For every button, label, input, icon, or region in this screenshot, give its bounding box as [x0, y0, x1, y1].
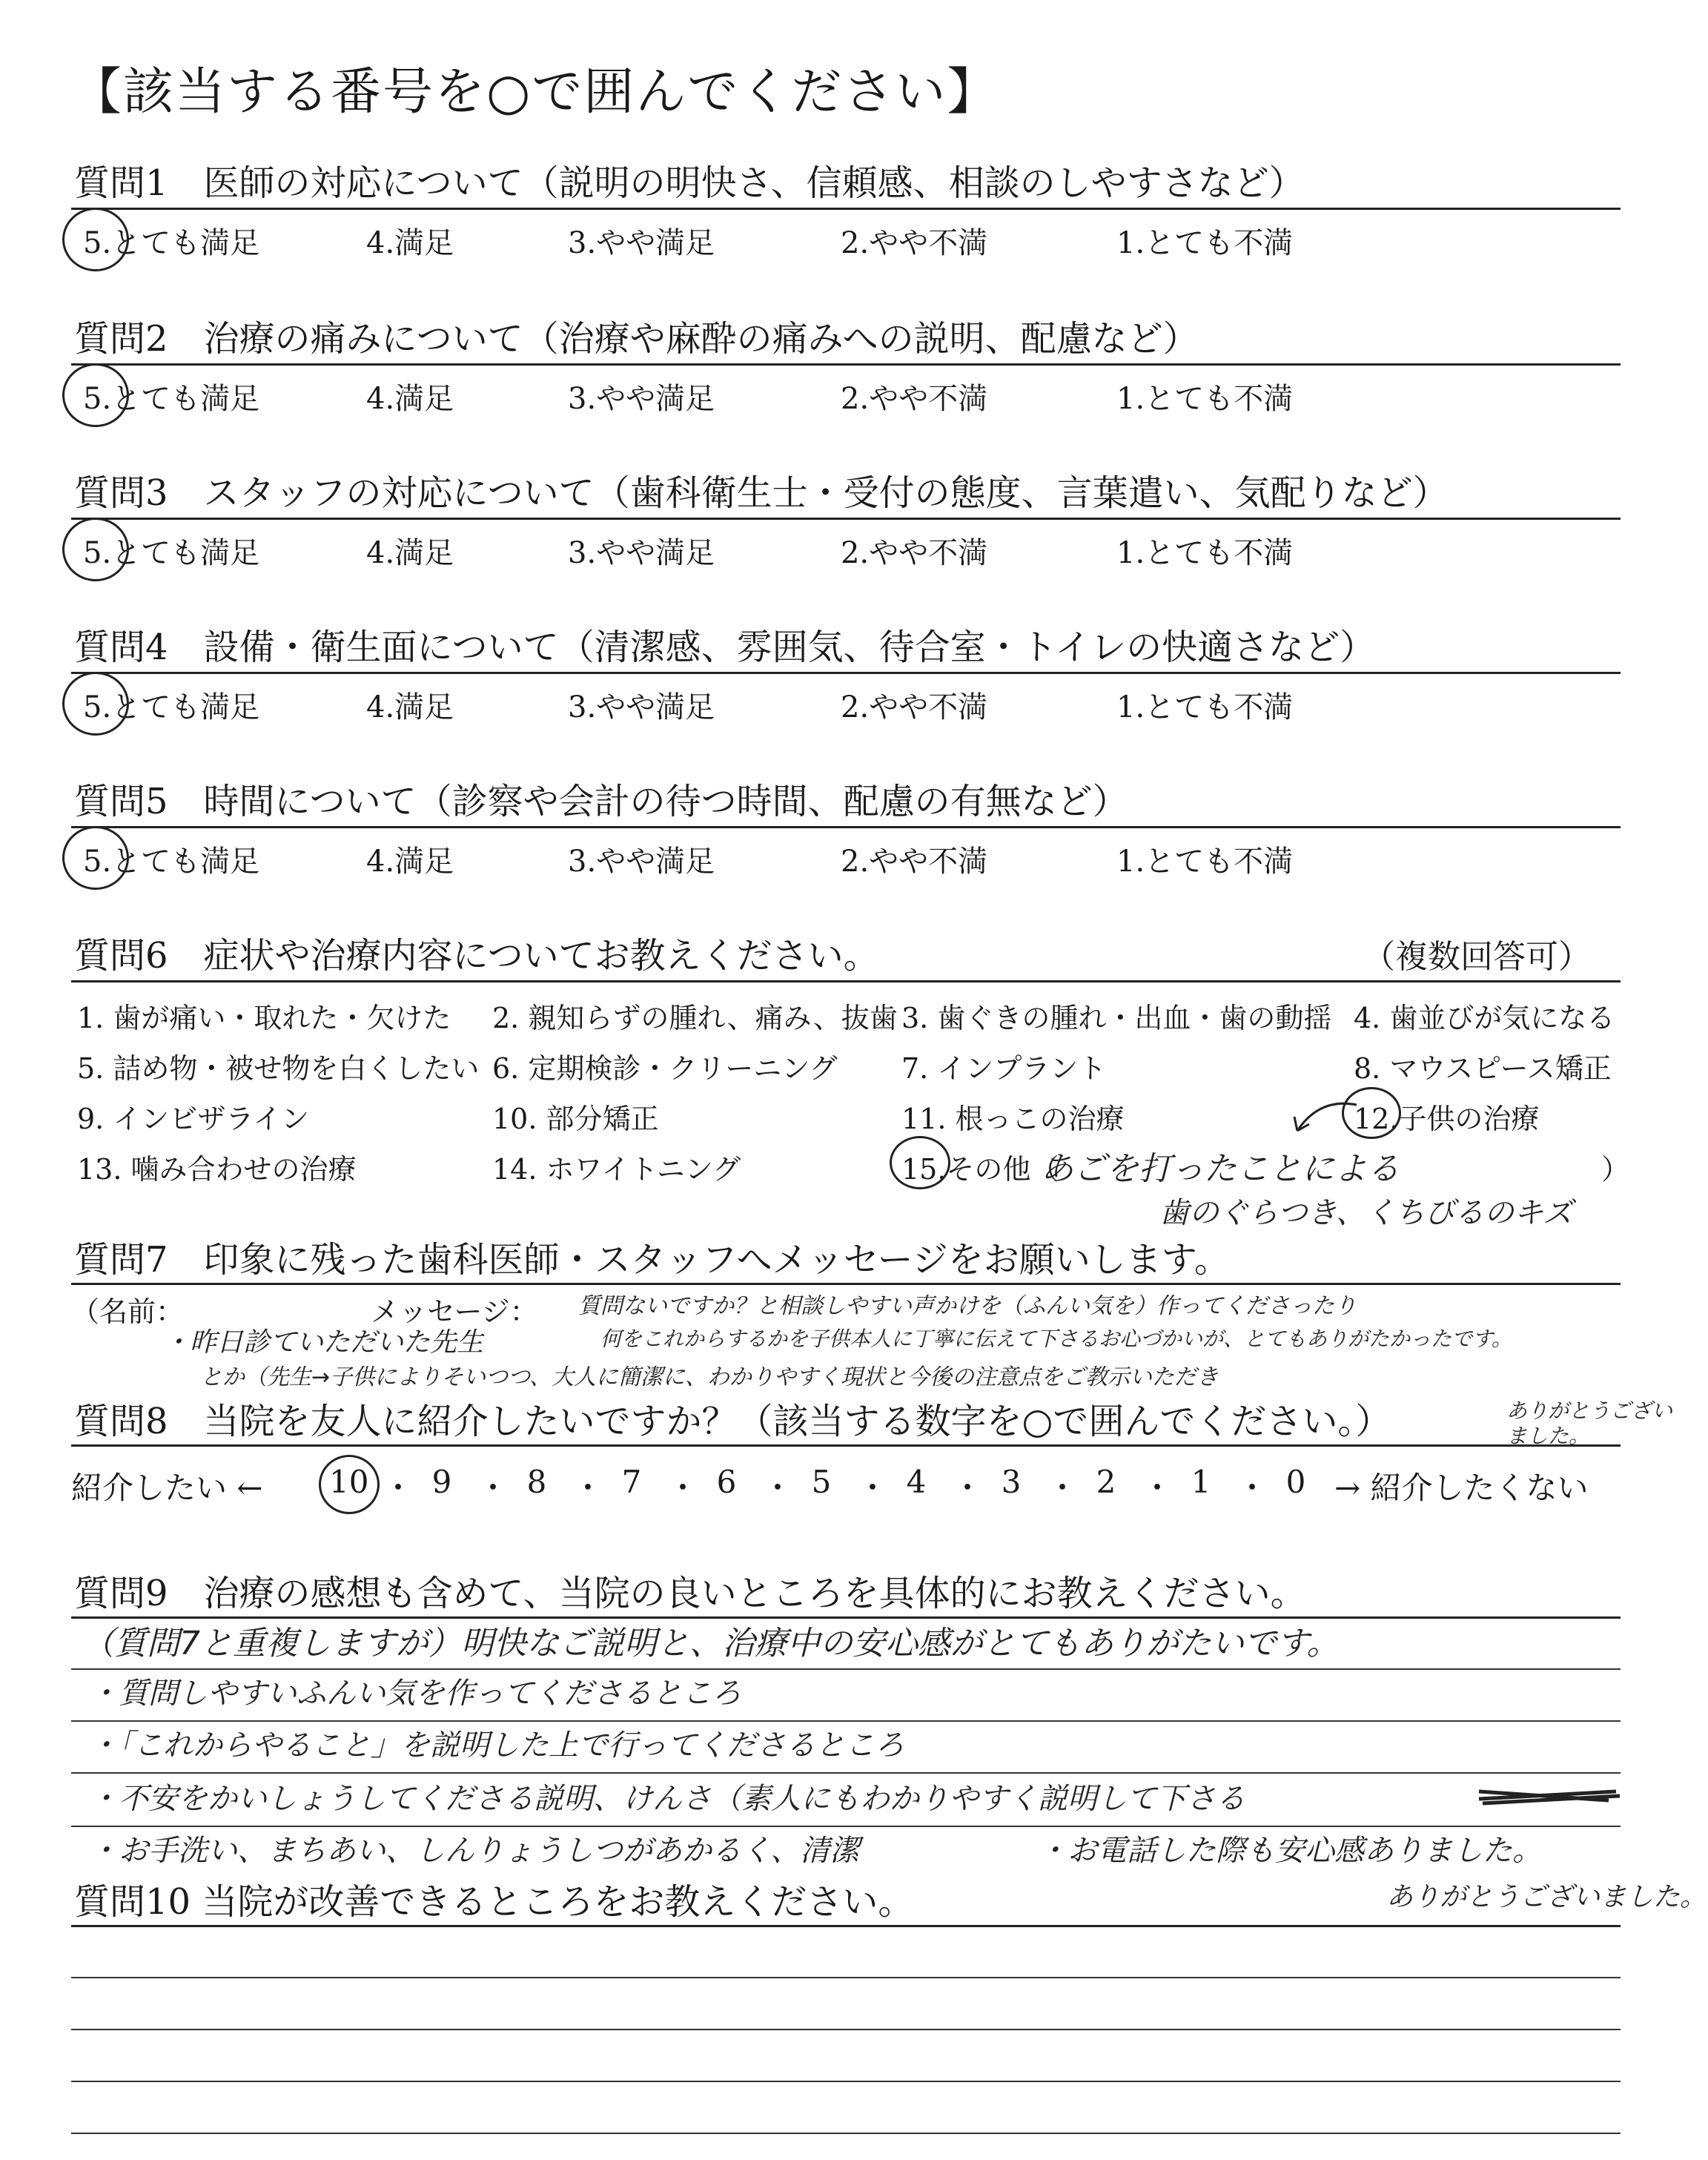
q8-scale-separator: ・	[1142, 1470, 1174, 1506]
q4-option-4[interactable]: 4.満足	[366, 690, 454, 724]
q1-option-3[interactable]: 3.やや満足	[568, 226, 715, 260]
q2-option-1[interactable]: 1.とても不満	[1116, 382, 1294, 416]
q2-option-2[interactable]: 2.やや不満	[841, 382, 988, 416]
q7-handwriting-name: ・昨日診ていただいた先生	[163, 1327, 484, 1358]
q6-other-handwriting-2: 歯のぐらつき、くちびるのキズ	[1159, 1196, 1573, 1230]
q3-option-5[interactable]: 5.とても満足	[83, 536, 260, 570]
q6-item-3[interactable]: 3. 歯ぐきの腫れ・出血・歯の動揺	[901, 1002, 1332, 1034]
q5-option-1[interactable]: 1.とても不満	[1116, 845, 1294, 879]
q4-option-2[interactable]: 2.やや不満	[841, 690, 988, 724]
q8-scale-6[interactable]: 6	[716, 1464, 737, 1500]
q6-item-1[interactable]: 1. 歯が痛い・取れた・欠けた	[77, 1002, 451, 1034]
q8-scale-separator: ・	[477, 1470, 509, 1506]
q8-scale-separator: ・	[667, 1470, 699, 1506]
q6-item-13[interactable]: 13. 噛み合わせの治療	[77, 1153, 357, 1186]
q9-handwriting-6: ・お電話した際も安心感ありました。	[1038, 1834, 1542, 1868]
q6-other-handwriting-1: あごを打ったことによる	[1041, 1150, 1400, 1188]
q6-item-10[interactable]: 10. 部分矯正	[492, 1103, 659, 1135]
q4-option-3[interactable]: 3.やや満足	[568, 690, 715, 724]
q8-scale-separator: ・	[857, 1470, 889, 1506]
q8-scale-10[interactable]: 10	[329, 1464, 369, 1500]
q6-heading: 質問6 症状や治療内容についてお教えください。	[74, 935, 879, 977]
q8-scale-7[interactable]: 7	[621, 1464, 642, 1500]
q7-handwriting-line3: とか（先生→子供によりそいつつ、大人に簡潔に、わかりやすく現状と今後の注意点をご教示いただき	[200, 1364, 1219, 1390]
q8-scale-0[interactable]: 0	[1285, 1464, 1306, 1500]
q1-selected-circle	[62, 208, 129, 271]
q10-line-1	[71, 1977, 1621, 1978]
q1-rule	[71, 208, 1621, 210]
q6-item-2[interactable]: 2. 親知らずの腫れ、痛み、抜歯	[492, 1002, 898, 1034]
q7-handwriting-line2: 何をこれからするかを子供本人に丁寧に伝えて下さるお心づかいが、とてもありがたかったです。	[600, 1327, 1512, 1351]
q9-handwriting-4: ・不安をかいしょうしてくださる説明、けんさ（素人にもわかりやすく説明して下さる	[89, 1782, 1245, 1816]
q8-scale-8[interactable]: 8	[526, 1464, 547, 1500]
q8-scale-separator: ・	[762, 1470, 794, 1506]
q9-handwriting-5: ・お手洗い、まちあい、しんりょうしつがあかるく、清潔	[89, 1834, 860, 1868]
q3-option-4[interactable]: 4.満足	[366, 536, 454, 570]
q9-heading: 質問9 治療の感想も含めて、当院の良いところを具体的にお教えください。	[74, 1573, 1306, 1614]
q6-note: （複数回答可）	[1363, 938, 1591, 976]
q4-selected-circle	[62, 672, 129, 736]
q10-rule	[71, 1925, 1621, 1927]
q3-option-2[interactable]: 2.やや不満	[841, 536, 988, 570]
q8-rule	[71, 1444, 1621, 1447]
q8-scale-separator: ・	[383, 1470, 414, 1506]
q7-handwriting-line4: ありがとうございました。	[1506, 1398, 1673, 1448]
q8-left-label: 紹介したい ←	[71, 1470, 263, 1506]
q10-line-4	[71, 2133, 1621, 2134]
q9-handwriting-3: ・「これからやること」を説明した上で行ってくださるところ	[89, 1728, 904, 1763]
q4-heading: 質問4 設備・衛生面について（清潔感、雰囲気、待合室・トイレの快適さなど）	[74, 627, 1376, 668]
q6-item-12[interactable]: 12.子供の治療	[1354, 1103, 1540, 1135]
q1-option-4[interactable]: 4.満足	[366, 226, 454, 260]
q1-option-5[interactable]: 5.とても満足	[83, 226, 260, 260]
q5-option-3[interactable]: 3.やや満足	[568, 845, 715, 879]
q6-item-15[interactable]: 15.その他（	[901, 1153, 1059, 1186]
q8-selected-circle	[319, 1455, 380, 1514]
q4-rule	[71, 672, 1621, 674]
q8-scale-2[interactable]: 2	[1096, 1464, 1116, 1500]
q2-option-3[interactable]: 3.やや満足	[568, 382, 715, 416]
q8-scale-5[interactable]: 5	[811, 1464, 832, 1500]
q6-item-8[interactable]: 8. マウスピース矯正	[1354, 1052, 1612, 1085]
q6-rule	[71, 980, 1621, 982]
q10-line-2	[71, 2029, 1621, 2030]
q4-option-1[interactable]: 1.とても不満	[1116, 690, 1294, 724]
arrow-icon	[1275, 1090, 1364, 1149]
q1-option-2[interactable]: 2.やや不満	[841, 226, 988, 260]
q8-heading: 質問8 当院を友人に紹介したいですか？（該当する数字を○で囲んでください。）	[74, 1401, 1391, 1442]
q3-selected-circle	[62, 518, 129, 581]
q6-item-14[interactable]: 14. ホワイトニング	[492, 1153, 741, 1186]
q5-option-2[interactable]: 2.やや不満	[841, 845, 988, 879]
q8-scale-3[interactable]: 3	[1001, 1464, 1022, 1500]
q3-rule	[71, 518, 1621, 520]
q2-option-4[interactable]: 4.満足	[366, 382, 454, 416]
q7-rule	[71, 1283, 1621, 1285]
q2-selected-circle	[62, 363, 129, 427]
scribble-mark	[1475, 1777, 1623, 1814]
q8-scale-9[interactable]: 9	[431, 1464, 452, 1500]
q7-message-label: メッセージ：	[371, 1295, 538, 1328]
q10-line-3	[71, 2081, 1621, 2082]
q6-item-7[interactable]: 7. インプラント	[901, 1052, 1107, 1085]
q5-heading: 質問5 時間について（診察や会計の待つ時間、配慮の有無など）	[74, 781, 1128, 822]
q6-other-close-paren: ）	[1601, 1153, 1630, 1186]
q5-selected-circle	[62, 826, 129, 890]
q9-line-3	[71, 1772, 1621, 1774]
q6-item-6[interactable]: 6. 定期検診・クリーニング	[492, 1052, 838, 1085]
q8-scale-separator: ・	[1047, 1470, 1079, 1506]
q8-scale-separator: ・	[572, 1470, 604, 1506]
q1-heading: 質問1 医師の対応について（説明の明快さ、信頼感、相談のしやすさなど）	[74, 162, 1305, 204]
q6-item-11[interactable]: 11. 根っこの治療	[901, 1103, 1125, 1135]
q3-option-1[interactable]: 1.とても不満	[1116, 536, 1294, 570]
q3-option-3[interactable]: 3.やや満足	[568, 536, 715, 570]
q2-option-5[interactable]: 5.とても満足	[83, 382, 260, 416]
q2-rule	[71, 363, 1621, 366]
q6-item-4[interactable]: 4. 歯並びが気になる	[1354, 1002, 1615, 1034]
q9-handwriting-7: ありがとうございました。	[1386, 1882, 1707, 1912]
q6-selected-circle-15	[890, 1136, 950, 1189]
q3-heading: 質問3 スタッフの対応について（歯科衛生士・受付の態度、言葉遣い、気配りなど）	[74, 472, 1449, 514]
q1-option-1[interactable]: 1.とても不満	[1116, 226, 1294, 260]
q2-heading: 質問2 治療の痛みについて（治療や麻酔の痛みへの説明、配慮など）	[74, 318, 1199, 360]
q6-item-9[interactable]: 9. インビザライン	[77, 1103, 310, 1135]
q5-option-5[interactable]: 5.とても満足	[83, 845, 260, 879]
q8-scale-separator: ・	[952, 1470, 984, 1506]
q7-name-label: （名前：	[71, 1295, 185, 1328]
q4-option-5[interactable]: 5.とても満足	[83, 690, 260, 724]
q5-rule	[71, 826, 1621, 828]
q6-item-5[interactable]: 5. 詰め物・被せ物を白くしたい	[77, 1052, 480, 1085]
q8-scale-separator: ・	[1237, 1470, 1268, 1506]
q7-heading: 質問7 印象に残った歯科医師・スタッフへメッセージをお願いします。	[74, 1239, 1230, 1281]
q8-right-label: → 紹介したくない	[1334, 1470, 1589, 1506]
q9-handwriting-2: ・質問しやすいふんい気を作ってくださるところ	[89, 1677, 741, 1711]
q5-option-4[interactable]: 4.満足	[366, 845, 454, 879]
q8-scale-4[interactable]: 4	[906, 1464, 927, 1500]
q10-heading: 質問10 当院が改善できるところをお教えください。	[74, 1881, 914, 1923]
page-title: 【該当する番号を○で囲んでください】	[71, 63, 999, 122]
q9-handwriting-1: （質問7と重複しますが）明快なご説明と、治療中の安心感がとてもありがたいです。	[82, 1625, 1340, 1662]
q7-handwriting-line1: 質問ないですか？と相談しやすい声かけを（ふんい気を）作ってくださったり	[578, 1293, 1357, 1319]
q8-scale-1[interactable]: 1	[1191, 1464, 1211, 1500]
